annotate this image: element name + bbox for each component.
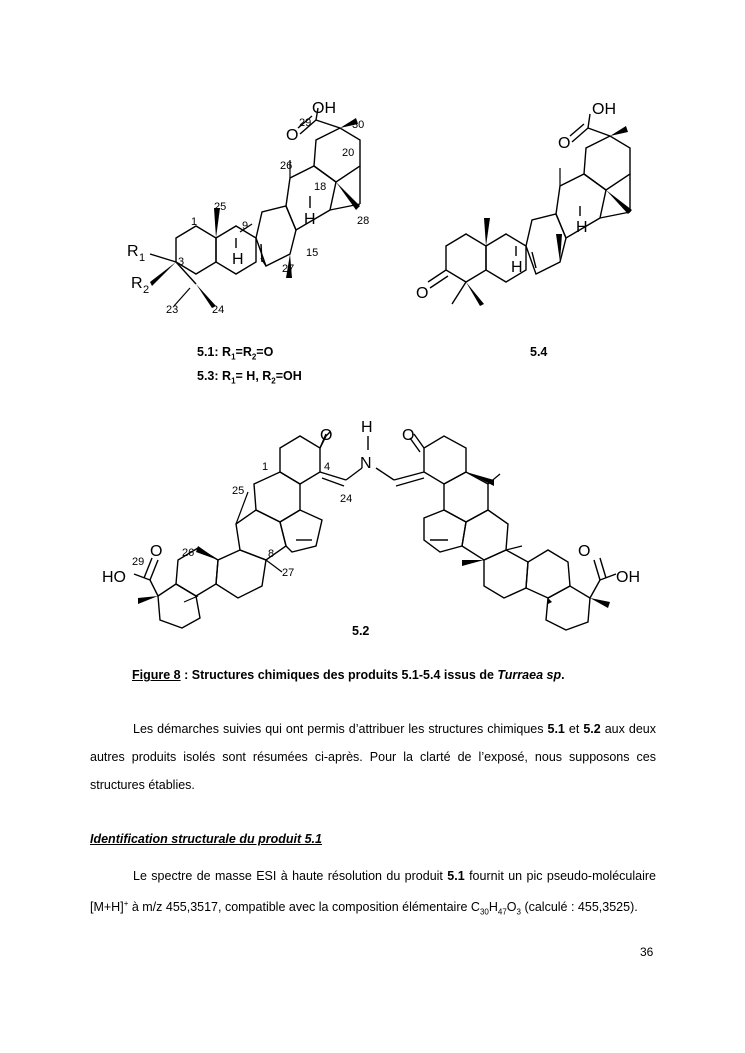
svg-text:29: 29 (132, 556, 145, 568)
svg-text:26: 26 (280, 160, 293, 172)
caption-5-3: 5.3: $R_1= H$, $R_2=OH$ (197, 369, 302, 386)
svg-text:O: O (402, 427, 415, 444)
svg-text:8: 8 (268, 548, 275, 560)
svg-text:18: 18 (314, 181, 327, 193)
svg-text:HO: HO (102, 569, 126, 586)
svg-text:4: 4 (324, 461, 331, 473)
svg-text:O: O (150, 543, 163, 560)
svg-text:O: O (578, 543, 591, 560)
svg-text:OH: OH (312, 100, 336, 117)
paragraph-2: Le spectre de masse ESI à haute résolution du produit 5.1 fournit un pic pseudo-moléculaire [M+H]+ à m/z 455,3517, compatible avec la composition élémentaire $C_{30}H_{47}O_3$ (calculé : 455,3525). (90, 869, 656, 917)
svg-text:1: 1 (191, 216, 198, 228)
svg-text:2: 2 (143, 284, 150, 296)
svg-text:25: 25 (214, 201, 227, 213)
svg-text:26: 26 (182, 547, 195, 559)
svg-text:25: 25 (232, 485, 245, 497)
svg-text:H: H (511, 259, 523, 276)
structure-5-2 (102, 419, 640, 630)
structure-5-4 (416, 101, 632, 306)
svg-text:H: H (304, 211, 316, 228)
svg-text:O: O (286, 127, 299, 144)
svg-text:R: R (127, 243, 139, 260)
svg-text:24: 24 (212, 304, 225, 316)
svg-text:R: R (131, 275, 143, 292)
figure-caption: Figure 8 : Structures chimiques des produits 5.1-5.4 issus de Turraea sp. (132, 668, 565, 682)
svg-text:27: 27 (282, 567, 295, 579)
svg-text:1: 1 (262, 461, 269, 473)
caption-5-1: 5.1: $R_1=R_2=O$ (197, 345, 274, 362)
svg-text:30: 30 (352, 119, 365, 131)
svg-text:28: 28 (357, 215, 370, 227)
svg-text:OH: OH (616, 569, 640, 586)
svg-text:O: O (416, 285, 429, 302)
page-number: 36 (640, 945, 654, 959)
paragraph-1: Les démarches suivies qui ont permis d’attribuer les structures chimiques 5.1 et 5.2 aux deux autres produits isolés sont résumées ci-après. Pour la clarté de l’exposé, nous supposons ces structures établies. (90, 722, 656, 792)
svg-text:N: N (360, 455, 372, 472)
svg-text:1: 1 (139, 252, 146, 264)
svg-text:H: H (576, 219, 588, 236)
svg-text:9: 9 (242, 220, 249, 232)
svg-text:24: 24 (340, 493, 353, 505)
svg-text:OH: OH (592, 101, 616, 118)
section-heading: Identification structurale du produit 5.1 (90, 832, 322, 846)
svg-text:15: 15 (306, 247, 319, 259)
svg-text:20: 20 (342, 147, 355, 159)
caption-5-2: 5.2 (352, 624, 370, 638)
svg-text:O: O (558, 135, 571, 152)
structure-5-1 (127, 100, 369, 316)
caption-5-4: 5.4 (530, 345, 548, 359)
svg-text:3: 3 (178, 256, 185, 268)
svg-text:29: 29 (299, 117, 312, 129)
svg-text:27: 27 (282, 263, 295, 275)
svg-text:23: 23 (166, 304, 179, 316)
svg-text:H: H (361, 419, 373, 436)
svg-text:O: O (320, 427, 333, 444)
svg-text:H: H (232, 251, 244, 268)
